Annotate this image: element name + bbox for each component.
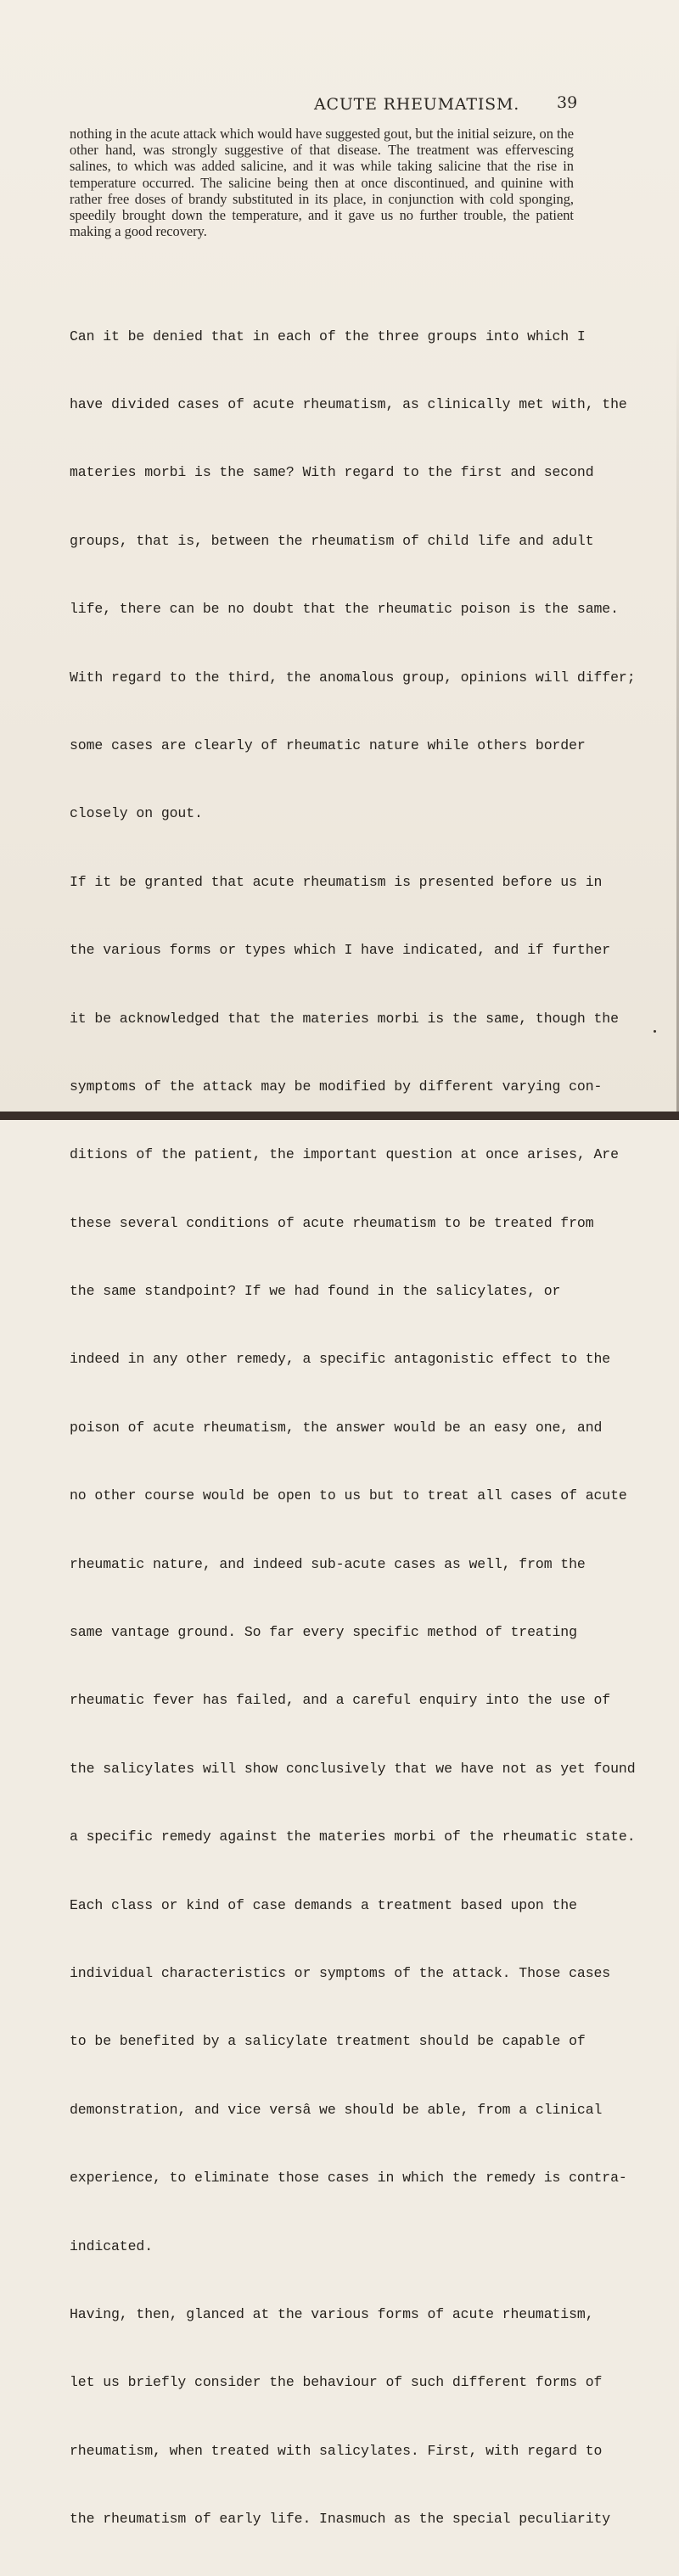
bottom-binding-edge [0,1112,679,1120]
page-number: 39 [557,93,578,112]
running-title: ACUTE RHEUMATISM. [314,95,520,114]
running-header [0,95,679,120]
text-line: demonstration, and vice versâ we should be able, from a clinical [70,2101,603,2118]
text-line: have divided cases of acute rheumatism, as clinically met with, the [70,395,627,412]
text-line: some cases are clearly of rheumatic nature while others border [70,736,586,753]
text-line: rheumatic nature, and indeed sub-acute cases as well, from the [70,1555,586,1572]
text-line: these several conditions of acute rheumatism to be treated from [70,1214,594,1231]
text-line: Can it be denied that in each of the three groups into which I [70,328,586,344]
text-line: to be benefited by a salicylate treatment should be capable of [70,2033,586,2050]
text-line: a specific remedy against the materies morbi of the rheumatic state. [70,1828,636,1845]
main-text-block [70,280,636,2576]
text-line: experience, to eliminate those cases in which the remedy is contra- [70,2170,627,2187]
text-line: no other course would be open to us but to treat all cases of acute [70,1487,627,1504]
text-line: indicated. [70,2237,154,2254]
text-line: rheumatism, when treated with salicylates. First, with regard to [70,2442,603,2459]
text-line: symptoms of the attack may be modified by different varying con- [70,1078,603,1095]
text-line: the rheumatism of early life. Inasmuch as the special peculiarity [70,2511,611,2528]
text-line: ditions of the patient, the important question at once arises, Are [70,1146,619,1163]
print-speck [654,1030,656,1033]
text-line: the various forms or types which I have indicated, and if further [70,942,611,959]
text-line: let us briefly consider the behaviour of such different forms of [70,2374,603,2391]
text-line: groups, that is, between the rheumatism of child life and adult [70,532,594,549]
text-line: materies morbi is the same? With regard to the first and second [70,464,594,481]
text-line: the salicylates will show conclusively that we have not as yet found [70,1760,636,1777]
text-line: life, there can be no doubt that the rheumatic poison is the same. [70,601,619,618]
text-line: closely on gout. [70,805,203,822]
text-line: If it be granted that acute rheumatism is presented before us in [70,873,603,890]
text-line: individual characteristics or symptoms of the attack. Those cases [70,1964,611,1981]
text-line: rheumatic fever has failed, and a careful enquiry into the use of [70,1692,611,1709]
text-line: the same standpoint? If we had found in the salicylates, or [70,1283,561,1300]
text-line: it be acknowledged that the materies morbi is the same, though the [70,1010,619,1027]
text-line: poison of acute rheumatism, the answer would be an easy one, and [70,1419,603,1436]
text-line: Each class or kind of case demands a treatment based upon the [70,1896,577,1913]
text-line: Having, then, glanced at the various forms of acute rheumatism, [70,2305,594,2322]
continued-paragraph: nothing in the acute attack which would have suggested gout, but the initial seizure, on the other hand, was strongly suggestive of that disease. The treatment was effervescing salines, to which was added salicine, and it was while taking salicine that the rise in temperature occurred. The salicine being then at once discontinued, and quinine with rather free doses of brandy substituted in its place, in conjunction with cold sponging, speedily brought down the temperature, and it gave us no further trouble, the patient making a good recovery. [70,126,575,240]
text-line: indeed in any other remedy, a specific antagonistic effect to the [70,1351,611,1368]
text-line: same vantage ground. So far every specific method of treating [70,1624,577,1641]
text-line: With regard to the third, the anomalous group, opinions will differ; [70,669,636,686]
